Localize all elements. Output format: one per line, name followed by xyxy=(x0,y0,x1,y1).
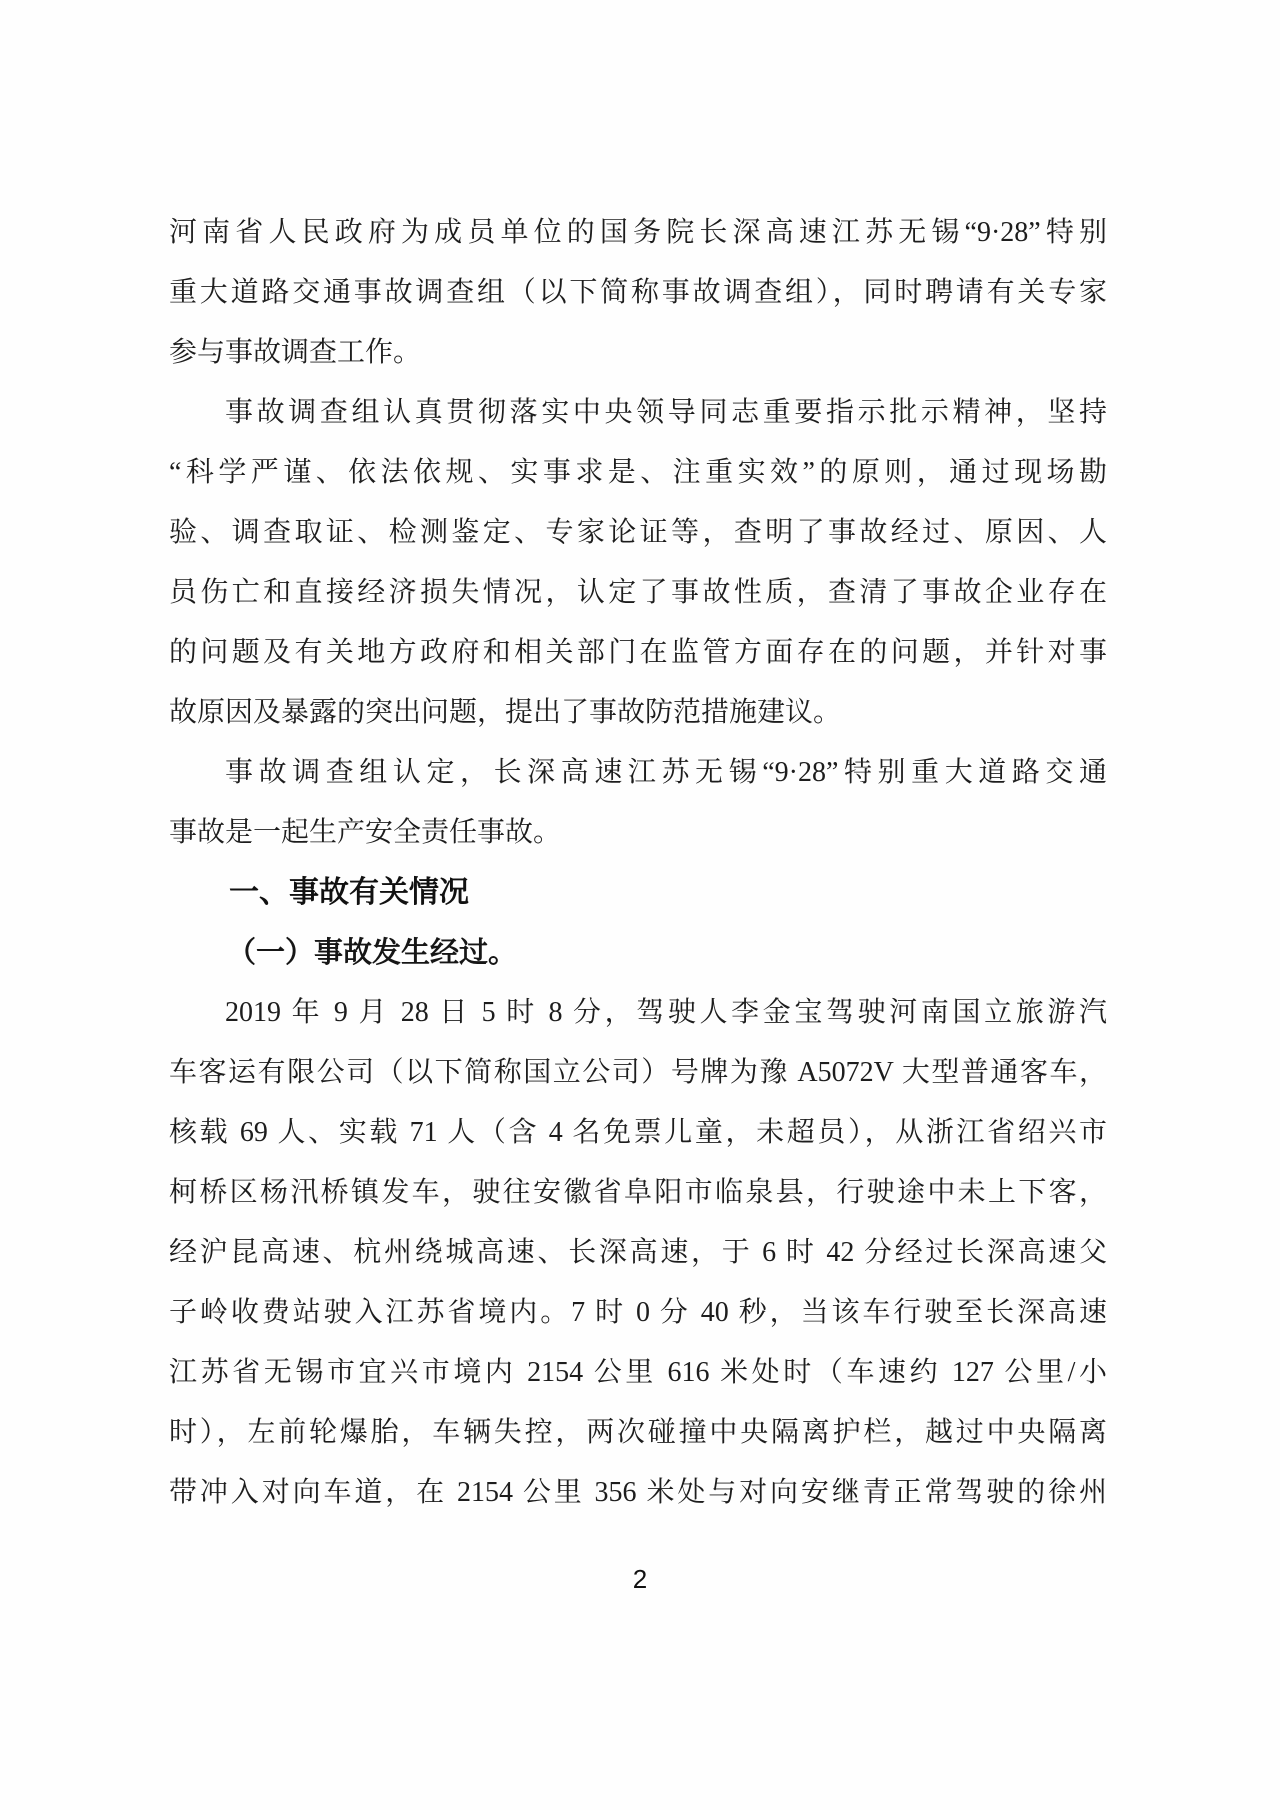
paragraph-line: 核载 69 人、实载 71 人（含 4 名免票儿童，未超员），从浙江省绍兴市 xyxy=(169,1117,1107,1148)
paragraph-line: 时），左前轮爆胎，车辆失控，两次碰撞中央隔离护栏，越过中央隔离 xyxy=(169,1417,1107,1448)
paragraph-line: 2019 年 9 月 28 日 5 时 8 分，驾驶人李金宝驾驶河南国立旅游汽 xyxy=(225,997,1107,1028)
paragraph-line: 江苏省无锡市宜兴市境内 2154 公里 616 米处时（车速约 127 公里/小 xyxy=(169,1357,1107,1388)
paragraph-line: 带冲入对向车道，在 2154 公里 356 米处与对向安继青正常驾驶的徐州 xyxy=(169,1477,1107,1508)
paragraph-line: 重大道路交通事故调查组（以下简称事故调查组），同时聘请有关专家 xyxy=(169,277,1107,308)
paragraph-line: 车客运有限公司（以下简称国立公司）号牌为豫 A5072V 大型普通客车， xyxy=(169,1057,1107,1088)
paragraph-line: “科学严谨、依法依规、实事求是、注重实效”的原则，通过现场勘 xyxy=(169,457,1107,488)
subsection-heading: （一）事故发生经过。 xyxy=(227,937,518,969)
paragraph-line: 的问题及有关地方政府和相关部门在监管方面存在的问题，并针对事 xyxy=(169,637,1107,668)
paragraph-line: 员伤亡和直接经济损失情况，认定了事故性质，查清了事故企业存在 xyxy=(169,577,1107,608)
paragraph-line: 经沪昆高速、杭州绕城高速、长深高速，于 6 时 42 分经过长深高速父 xyxy=(169,1237,1107,1268)
paragraph-line: 河南省人民政府为成员单位的国务院长深高速江苏无锡“9·28”特别 xyxy=(169,217,1107,248)
section-heading: 一、事故有关情况 xyxy=(229,876,469,909)
paragraph-line: 验、调查取证、检测鉴定、专家论证等，查明了事故经过、原因、人 xyxy=(169,517,1107,548)
paragraph-line: 柯桥区杨汛桥镇发车，驶往安徽省阜阳市临泉县，行驶途中未上下客， xyxy=(169,1177,1107,1208)
page-number: 2 xyxy=(632,1564,648,1594)
paragraph-line: 子岭收费站驶入江苏省境内。7 时 0 分 40 秒，当该车行驶至长深高速 xyxy=(169,1297,1107,1328)
paragraph-line: 故原因及暴露的突出问题，提出了事故防范措施建议。 xyxy=(169,697,842,728)
paragraph-line: 事故是一起生产安全责任事故。 xyxy=(169,817,562,848)
document-body xyxy=(169,203,1107,1523)
paragraph-line: 事故调查组认真贯彻落实中央领导同志重要指示批示精神，坚持 xyxy=(225,397,1107,428)
paragraph-line: 参与事故调查工作。 xyxy=(169,337,422,368)
paragraph-line: 事故调查组认定，长深高速江苏无锡“9·28”特别重大道路交通 xyxy=(225,757,1107,788)
